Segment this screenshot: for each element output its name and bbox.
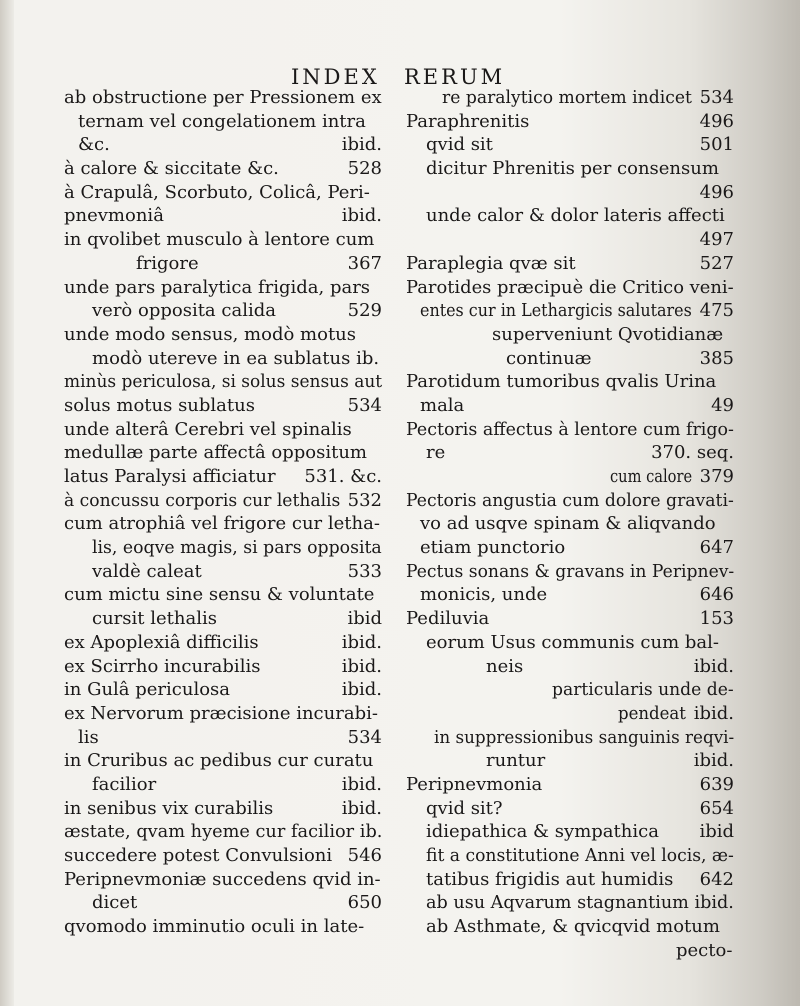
index-entry	[64, 844, 382, 868]
entry-text: continuæ	[506, 347, 592, 369]
page-reference: ibid	[347, 608, 382, 630]
index-entry	[406, 820, 734, 844]
entry-text: qvid sit?	[426, 797, 503, 819]
page-reference: 647	[699, 537, 734, 559]
page-reference: 379	[699, 466, 734, 487]
entry-text: unde calor & dolor lateris affecti	[426, 205, 725, 227]
index-column-left	[64, 86, 382, 939]
index-entry	[64, 820, 382, 844]
page-reference: ibid.	[693, 750, 734, 772]
page-reference: 475	[699, 300, 734, 322]
index-entry	[406, 418, 734, 442]
entry-text: in qvolibet musculo à lentore cum	[64, 229, 375, 251]
entry-text: superveniunt Qvotidianæ	[492, 323, 724, 345]
index-entry	[406, 726, 734, 750]
entry-text: solus motus sublatus	[64, 394, 255, 416]
page-reference: 501	[699, 134, 734, 156]
index-entry	[64, 418, 382, 442]
index-entry	[406, 370, 734, 394]
index-entry	[406, 228, 734, 252]
index-entry	[406, 536, 734, 560]
page-reference: ibid.	[341, 655, 382, 677]
index-entry	[406, 797, 734, 821]
index-entry	[64, 110, 382, 134]
index-entry	[64, 773, 382, 797]
index-entry	[406, 489, 734, 513]
index-entry	[406, 891, 734, 915]
index-entry	[64, 891, 382, 915]
index-entry	[64, 204, 382, 228]
entry-text: Peripnevmoniæ succedens qvid in-	[64, 868, 381, 890]
page-reference: ibid.	[693, 702, 734, 724]
page-edge-shadow	[0, 0, 14, 1006]
entry-text: re paralytico mortem indicet	[442, 87, 692, 108]
page-reference: ibid.	[341, 797, 382, 819]
entry-text: monicis, unde	[420, 584, 548, 606]
entry-text: unde modo sensus, modò motus	[64, 323, 357, 345]
index-entry	[64, 441, 382, 465]
entry-text: verò opposita calida	[92, 300, 276, 322]
index-entry	[406, 441, 734, 465]
index-entry	[406, 512, 734, 536]
entry-text: ex Scirrho incurabilis	[64, 655, 261, 677]
index-column-right	[406, 86, 734, 962]
page-reference: ibid.	[341, 773, 382, 795]
index-entry	[406, 323, 734, 347]
entry-text: unde pars paralytica frigida, pars	[64, 276, 371, 298]
page-reference: 153	[699, 608, 734, 630]
page-reference: 496	[699, 110, 734, 132]
index-entry	[64, 726, 382, 750]
entry-text: Pectoris affectus à lentore cum frigo-	[406, 418, 734, 440]
page-reference: 642	[699, 868, 734, 890]
index-entry	[64, 252, 382, 276]
entry-text: entes cur in Lethargicis salutares	[420, 300, 692, 322]
running-header-left: INDEX	[291, 65, 380, 89]
page-reference: 385	[699, 347, 734, 369]
index-entry	[406, 133, 734, 157]
index-entry	[406, 204, 734, 228]
entry-text: &c.	[78, 134, 110, 156]
index-entry	[64, 323, 382, 347]
index-entry	[406, 86, 734, 110]
index-entry	[406, 394, 734, 418]
index-entry	[64, 749, 382, 773]
index-entry	[64, 915, 382, 939]
entry-text: ternam vel congelationem intra	[78, 110, 366, 132]
index-entry	[406, 631, 734, 655]
entry-text: neis	[486, 655, 524, 677]
index-entry	[64, 607, 382, 631]
page-reference: ibid.	[341, 205, 382, 227]
index-entry	[64, 299, 382, 323]
index-entry	[406, 299, 734, 323]
page-reference: 654	[699, 797, 734, 819]
entry-text: ex Nervorum præcisione incurabi-	[64, 702, 378, 724]
index-entry	[64, 370, 382, 394]
index-entry	[406, 773, 734, 797]
index-entry	[64, 157, 382, 181]
entry-text: cum calore	[610, 466, 693, 487]
page-reference: ibid.	[341, 679, 382, 701]
entry-text: vo ad usqve spinam & aliqvando	[420, 513, 716, 535]
entry-text: eorum Usus communis cum bal-	[426, 631, 719, 653]
page-reference: 370. seq.	[651, 442, 734, 464]
index-entry	[406, 655, 734, 679]
entry-text: ab Asthmate, & qvicqvid motum	[426, 916, 720, 938]
index-entry	[406, 844, 734, 868]
index-entry	[406, 110, 734, 134]
page-reference: 534	[347, 726, 382, 748]
page-reference: 531. &c.	[304, 466, 382, 487]
entry-text: lis, eoqve magis, si pars opposita	[92, 537, 382, 559]
index-entry	[406, 252, 734, 276]
page-reference: 527	[699, 252, 734, 274]
entry-text: Paraphrenitis	[406, 110, 530, 132]
page-reference: ibid	[699, 821, 734, 843]
index-entry	[406, 749, 734, 773]
index-entry	[406, 276, 734, 300]
entry-text: in senibus vix curabilis	[64, 797, 274, 819]
page-reference: 646	[699, 584, 734, 606]
index-entry	[406, 583, 734, 607]
index-entry	[64, 347, 382, 371]
entry-text: facilior	[92, 773, 157, 795]
entry-text: re	[426, 442, 446, 464]
index-entry	[406, 678, 734, 702]
entry-text: minùs periculosa, si solus sensus aut	[64, 371, 383, 393]
index-entry	[64, 489, 382, 513]
index-entry	[64, 512, 382, 536]
entry-text: ab obstructione per Pressionem ex	[64, 87, 382, 108]
index-entry	[64, 631, 382, 655]
index-entry	[64, 181, 382, 205]
index-entry	[64, 655, 382, 679]
page-reference: 534	[699, 87, 734, 108]
entry-text: Parotidum tumoribus qvalis Urina	[406, 371, 717, 393]
index-entry	[406, 702, 734, 726]
entry-text: Pectoris angustia cum dolore gravati-	[406, 489, 734, 511]
index-entry	[406, 868, 734, 892]
entry-text: valdè caleat	[92, 560, 202, 582]
page-reference: 367	[347, 252, 382, 274]
entry-text: unde alterâ Cerebri vel spinalis	[64, 418, 352, 440]
page-reference: 528	[347, 158, 382, 180]
entry-text: qvid sit	[426, 134, 493, 156]
index-entry	[64, 86, 382, 110]
entry-text: pnevmoniâ	[64, 205, 164, 227]
entry-text: fit a constitutione Anni vel locis, æ-	[426, 845, 734, 866]
entry-text: ab usu Aqvarum stagnantium ibid.	[426, 892, 734, 914]
entry-text: etiam punctorio	[420, 537, 566, 559]
index-entry	[64, 133, 382, 157]
entry-text: Pediluvia	[406, 608, 490, 630]
page-reference: 534	[347, 394, 382, 416]
entry-text: cum mictu sine sensu & voluntate	[64, 584, 375, 606]
page-reference: 532	[347, 489, 382, 511]
index-entry	[64, 536, 382, 560]
index-entry	[64, 228, 382, 252]
entry-text: lis	[78, 726, 99, 748]
index-entry	[406, 465, 734, 489]
index-entry	[406, 347, 734, 371]
entry-text: runtur	[486, 750, 546, 772]
page-reference: 533	[347, 560, 382, 582]
page-reference: 49	[711, 394, 734, 416]
page-reference: 496	[699, 181, 734, 203]
page-reference: 650	[347, 892, 382, 914]
entry-text: medullæ parte affectâ oppositum	[64, 442, 368, 464]
index-entry	[406, 157, 734, 181]
entry-text: qvomodo imminutio oculi in late-	[64, 916, 365, 938]
entry-text: succedere potest Convulsioni	[64, 845, 333, 866]
page-reference: ibid.	[341, 631, 382, 653]
index-entry	[64, 678, 382, 702]
entry-text: pendeat	[618, 702, 686, 724]
index-entry	[64, 797, 382, 821]
entry-text: Paraplegia qvæ sit	[406, 252, 576, 274]
index-entry	[64, 394, 382, 418]
entry-text: cum atrophiâ vel frigore cur letha-	[64, 513, 380, 535]
entry-text: modò utereve in ea sublatus ib.	[92, 347, 380, 369]
page-reference: ibid.	[341, 134, 382, 156]
index-entry	[406, 915, 734, 939]
page-reference: ibid.	[693, 655, 734, 677]
entry-text: in Gulâ periculosa	[64, 679, 231, 701]
entry-text: à concussu corporis cur lethalis	[64, 489, 341, 511]
entry-text: à calore & siccitate &c.	[64, 158, 279, 180]
entry-text: mala	[420, 394, 465, 416]
page-reference: 639	[699, 773, 734, 795]
entry-text: Peripnevmonia	[406, 773, 543, 795]
entry-text: pecto-	[676, 939, 733, 961]
entry-text: cursit lethalis	[92, 608, 217, 630]
page-reference: 546	[347, 845, 382, 866]
entry-text: particularis unde de-	[552, 679, 734, 701]
index-entry	[406, 181, 734, 205]
index-entry	[64, 868, 382, 892]
entry-text: latus Paralysi afficiatur	[64, 466, 276, 487]
index-entry	[64, 276, 382, 300]
entry-text: in Cruribus ac pedibus cur curatu	[64, 750, 374, 772]
entry-text: frigore	[136, 252, 199, 274]
entry-text: dicitur Phrenitis per consensum	[426, 158, 719, 180]
entry-text: Parotides præcipuè die Critico veni-	[406, 276, 734, 298]
index-entry	[64, 583, 382, 607]
running-header-right: RERUM	[404, 65, 506, 89]
index-entry	[64, 465, 382, 489]
index-entry	[64, 560, 382, 584]
entry-text: tatibus frigidis aut humidis	[426, 868, 674, 890]
entry-text: dicet	[92, 892, 138, 914]
entry-text: æstate, qvam hyeme cur facilior ib.	[64, 821, 383, 843]
page-reference: 529	[347, 300, 382, 322]
index-entry	[406, 939, 734, 963]
index-entry	[406, 607, 734, 631]
entry-text: in suppressionibus sanguinis reqvi-	[434, 726, 735, 748]
page-reference: 497	[699, 229, 734, 251]
entry-text: ex Apoplexiâ difficilis	[64, 631, 259, 653]
index-entry	[406, 560, 734, 584]
entry-text: idiepathica & sympathica	[426, 821, 659, 843]
entry-text: à Crapulâ, Scorbuto, Colicâ, Peri-	[64, 181, 370, 203]
index-entry	[64, 702, 382, 726]
entry-text: Pectus sonans & gravans in Peripnev-	[406, 560, 735, 582]
